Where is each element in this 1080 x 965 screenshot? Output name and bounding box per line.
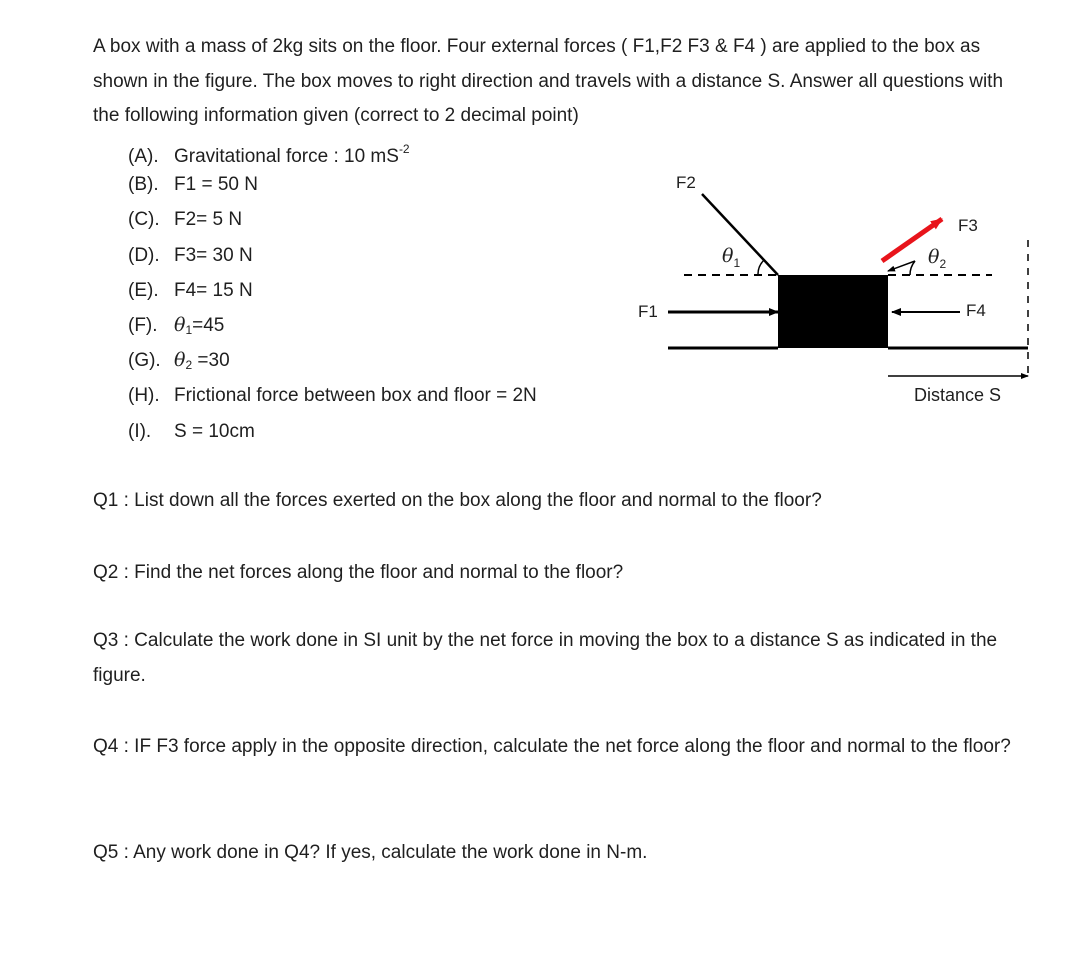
problem-intro: A box with a mass of 2kg sits on the floor. Four external forces ( F1,F2 F3 & F4 ) are applied to the box as shown in the figure. The box moves to right direction and travels with a distance S. Answer all questions with the following information given (correct to 2 decimal point) — [93, 36, 1004, 126]
given-item-gravity: (A). Gravitational force : 10 $mS^{-2}$ — [128, 142, 410, 167]
given-item-f2: (C). F2= 5 N — [128, 209, 243, 231]
question-1: Q1 : List down all the forces exerted on the box along the floor and normal to the floor? — [93, 490, 822, 511]
f4-label: F4 — [966, 301, 986, 320]
f2-label: F2 — [676, 173, 696, 192]
theta2-label: $\theta_2$ — [928, 246, 947, 271]
given-item-f1: (B). F1 = 50 N — [128, 174, 258, 196]
given-list — [128, 132, 648, 449]
box — [778, 275, 888, 348]
question-2: Q2 : Find the net forces along the floor and normal to the floor? — [93, 562, 624, 583]
f3-label: F3 — [958, 216, 978, 235]
question-3: Q3 : Calculate the work done in SI unit by the net force in moving the box to a distance S as indicated in the figure. — [93, 630, 998, 686]
given-item-theta1: (F). $\theta_1=45$ — [128, 313, 225, 337]
given-item-theta2: (G). $\theta_2 =30$ — [128, 349, 230, 373]
theta1-arc — [758, 260, 764, 275]
question-4: Q4 : IF F3 force apply in the opposite direction, calculate the net force along the floor and normal to the floor? — [93, 736, 1011, 757]
given-item-f3: (D). F3= 30 N — [128, 244, 253, 266]
question-5: Q5 : Any work done in Q4? If yes, calculate the work done in N-m. — [93, 842, 648, 863]
f1-label: F1 — [638, 302, 658, 321]
given-item-distance: (I). S = 10cm — [128, 420, 255, 442]
given-item-f4: (E). F4= 15 N — [128, 279, 253, 301]
distance-label: Distance S — [914, 385, 1002, 405]
given-item-friction: (H). Frictional force between box and floor = 2N — [128, 385, 537, 407]
theta1-label: $\theta_1$ — [722, 245, 741, 270]
force-diagram — [630, 160, 1050, 420]
